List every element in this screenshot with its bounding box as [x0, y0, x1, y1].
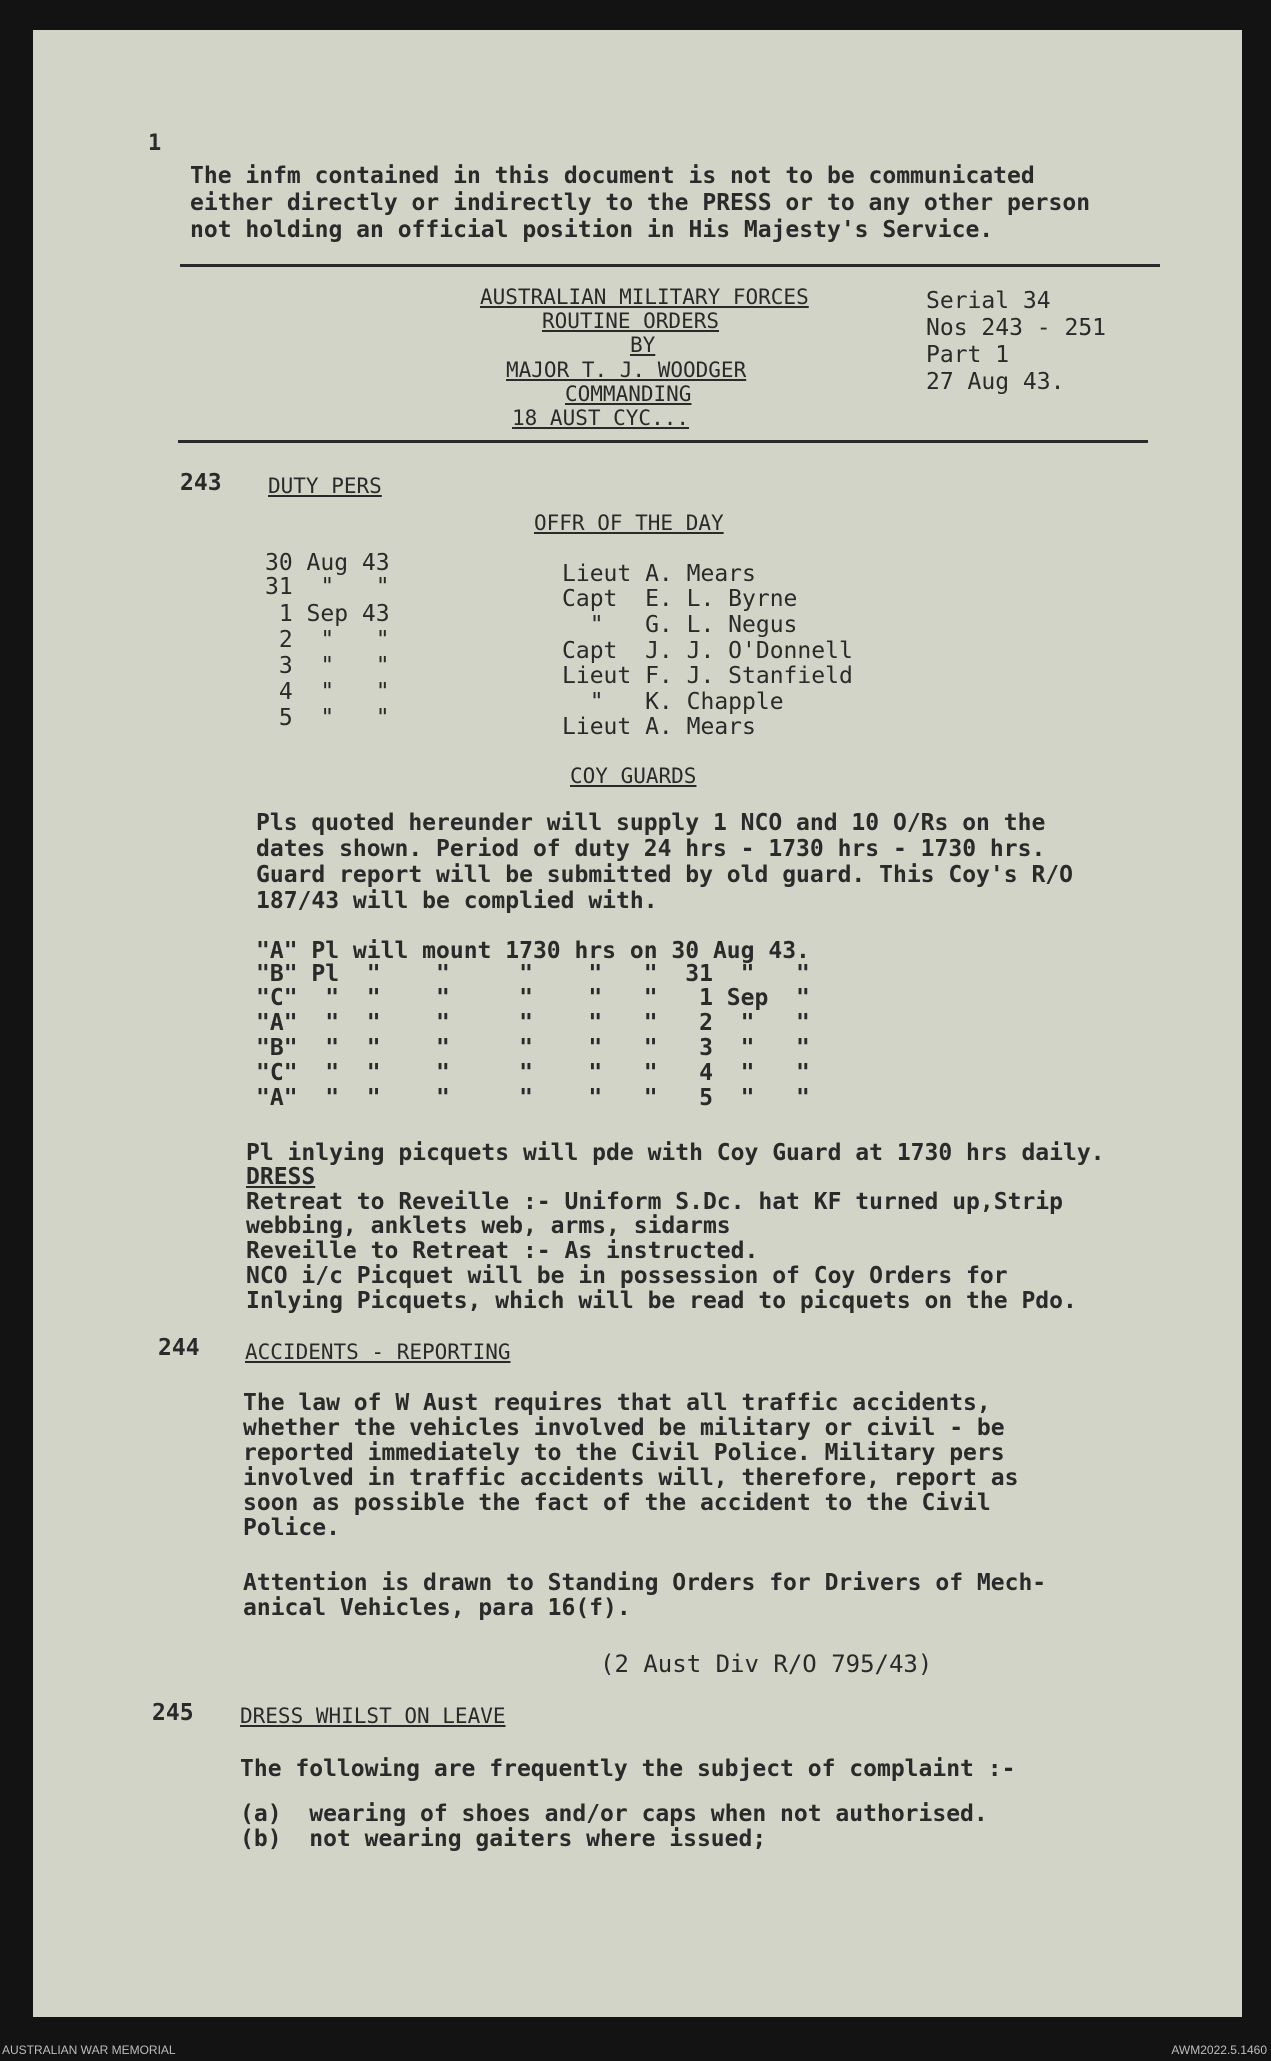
- header-by: BY: [630, 333, 656, 357]
- dress-line-1: Retreat to Reveille :- Uniform S.Dc. hat KF turned up,Strip: [246, 1189, 1063, 1215]
- leave-intro: The following are frequently the subject of complaint :-: [240, 1756, 1016, 1782]
- section-244-title: ACCIDENTS - REPORTING: [245, 1340, 511, 1364]
- header-org: AUSTRALIAN MILITARY FORCES: [480, 285, 809, 309]
- guards-title: COY GUARDS: [570, 764, 697, 788]
- accidents-para-1-line-3: reported immediately to the Civil Police. Military pers: [243, 1440, 1005, 1466]
- dress-title: DRESS: [246, 1164, 316, 1190]
- dress-line-3: Reveille to Retreat :- As instructed.: [246, 1238, 759, 1264]
- header-part: Part 1: [926, 342, 1010, 368]
- divider-header: [178, 440, 1148, 443]
- section-245-number: 245: [152, 1700, 194, 1726]
- header-unit: 18 AUST CYC...: [512, 406, 690, 430]
- rota-row-4: "A" " " " " " " 2 " ": [256, 1010, 810, 1036]
- header-commanding: COMMANDING: [565, 382, 692, 406]
- duty-officer-2: Capt E. L. Byrne: [562, 586, 798, 612]
- guards-para-1: Pls quoted hereunder will supply 1 NCO and 10 O/Rs on the: [256, 810, 1046, 836]
- header-numbers: Nos 243 - 251: [926, 315, 1107, 341]
- dress-line-4: NCO i/c Picquet will be in possession of Coy Orders for: [246, 1263, 1008, 1289]
- duty-officer-6: " K. Chapple: [562, 689, 784, 715]
- section-243-number: 243: [180, 470, 222, 496]
- duty-date-7: 5 " ": [265, 705, 390, 731]
- accidents-para-2-line-1: Attention is drawn to Standing Orders for Drivers of Mech-: [243, 1570, 1047, 1596]
- guards-para-3: Guard report will be submitted by old guard. This Coy's R/O: [256, 862, 1073, 888]
- section-243-subtitle: OFFR OF THE DAY: [534, 511, 724, 535]
- duty-officer-5: Lieut F. J. Stanfield: [562, 663, 853, 689]
- leave-item-b: (b) not wearing gaiters where issued;: [240, 1826, 767, 1852]
- duty-officer-7: Lieut A. Mears: [562, 714, 756, 740]
- header-orders: ROUTINE ORDERS: [542, 309, 720, 333]
- duty-date-6: 4 " ": [265, 679, 390, 705]
- section-243-title: DUTY PERS: [268, 474, 382, 498]
- rota-row-6: "C" " " " " " " 4 " ": [256, 1060, 810, 1086]
- rota-row-5: "B" " " " " " " 3 " ": [256, 1035, 810, 1061]
- duty-officer-4: Capt J. J. O'Donnell: [562, 638, 853, 664]
- accidents-para-1-line-6: Police.: [243, 1515, 340, 1541]
- duty-date-5: 3 " ": [265, 653, 390, 679]
- accidents-para-1-line-2: whether the vehicles involved be military or civil - be: [243, 1415, 1005, 1441]
- section-245-title: DRESS WHILST ON LEAVE: [240, 1704, 506, 1728]
- duty-officer-1: Lieut A. Mears: [562, 561, 756, 587]
- dress-line-5: Inlying Picquets, which will be read to picquets on the Pdo.: [246, 1288, 1077, 1314]
- duty-date-3: 1 Sep 43: [265, 601, 390, 627]
- rota-row-7: "A" " " " " " " 5 " ": [256, 1085, 810, 1111]
- accidents-para-1-line-4: involved in traffic accidents will, therefore, report as: [243, 1465, 1019, 1491]
- footer-accession: AWM2022.5.1460: [1171, 2043, 1267, 2057]
- accidents-para-2-line-2: anical Vehicles, para 16(f).: [243, 1595, 631, 1621]
- duty-date-4: 2 " ": [265, 627, 390, 653]
- header-date: 27 Aug 43.: [926, 369, 1065, 395]
- rota-row-3: "C" " " " " " " 1 Sep ": [256, 985, 810, 1011]
- accidents-para-1-line-5: soon as possible the fact of the accident to the Civil: [243, 1490, 991, 1516]
- section-244-number: 244: [158, 1335, 200, 1361]
- header-serial: Serial 34: [926, 288, 1051, 314]
- divider-top: [180, 264, 1160, 267]
- corner-mark: 1: [148, 131, 162, 156]
- duty-officer-3: " G. L. Negus: [562, 612, 798, 638]
- rota-row-1: "A" Pl will mount 1730 hrs on 30 Aug 43.: [256, 938, 810, 964]
- accidents-para-1-line-1: The law of W Aust requires that all traffic accidents,: [243, 1390, 991, 1416]
- dress-line-2: webbing, anklets web, arms, sidarms: [246, 1213, 731, 1239]
- duty-date-1: 30 Aug 43: [265, 550, 390, 576]
- header-officer: MAJOR T. J. WOODGER: [506, 358, 747, 382]
- guards-para-4: 187/43 will be complied with.: [256, 888, 658, 914]
- guards-para-2: dates shown. Period of duty 24 hrs - 1730 hrs - 1730 hrs.: [256, 836, 1046, 862]
- security-notice-line-3: not holding an official position in His Majesty's Service.: [190, 217, 994, 243]
- leave-item-a: (a) wearing of shoes and/or caps when not authorised.: [240, 1801, 988, 1827]
- picquets-line: Pl inlying picquets will pde with Coy Guard at 1730 hrs daily.: [246, 1140, 1105, 1166]
- security-notice-line-2: either directly or indirectly to the PRESS or to any other person: [190, 190, 1091, 216]
- accidents-reference: (2 Aust Div R/O 795/43): [600, 1650, 933, 1678]
- security-notice-line-1: The infm contained in this document is not to be communicated: [190, 163, 1035, 189]
- duty-date-2: 31 " ": [265, 574, 390, 600]
- rota-row-2: "B" Pl " " " " " 31 " ": [256, 961, 810, 987]
- footer-source: AUSTRALIAN WAR MEMORIAL: [2, 2043, 176, 2057]
